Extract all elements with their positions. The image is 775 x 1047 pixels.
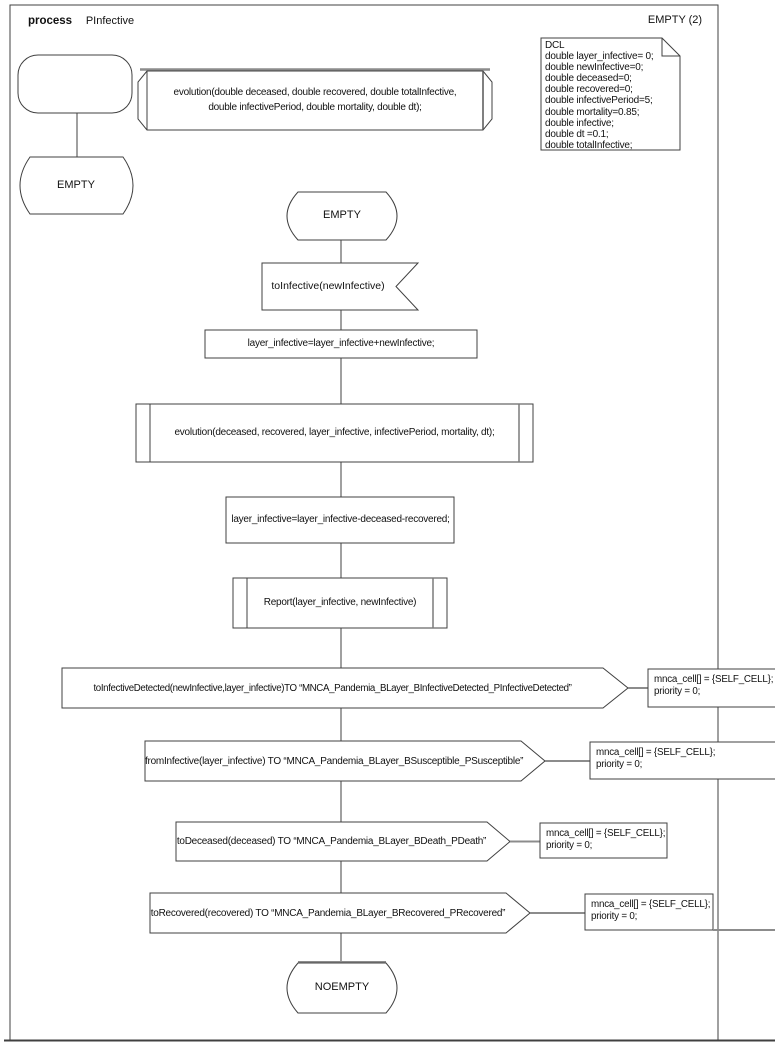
output-toinfectivedetected-label: toInfectiveDetected(newInfective,layer_infective)TO “MNCA_Pandemia_BLayer_BInfectiveDetected_PInfectiveDetected” xyxy=(93,683,572,694)
dcl-line: double infectivePeriod=5; xyxy=(545,95,653,107)
procedure-call-report-label: Report(layer_infective, newInfective) xyxy=(263,597,417,608)
output-torecovered-label: toRecovered(recovered) TO “MNCA_Pandemia_BLayer_BRecovered_PRecovered” xyxy=(150,908,506,919)
task-add-label: layer_infective=layer_infective+newInfective; xyxy=(247,338,435,349)
comment-line: mnca_cell[] = {SELF_CELL}; xyxy=(591,899,711,910)
dcl-line: double layer_infective= 0; xyxy=(545,51,654,63)
output-todeceased-label: toDeceased(deceased) TO “MNCA_Pandemia_BLayer_BDeath_PDeath” xyxy=(176,836,487,847)
state-noempty-label: NOEMPTY xyxy=(314,981,370,993)
comment-3-text xyxy=(546,828,665,853)
state-empty-main-label: EMPTY xyxy=(323,209,361,221)
declaration-line-2: double infectivePeriod, double mortality, double dt); xyxy=(208,101,422,113)
dcl-line: double totalInfective; xyxy=(545,139,633,151)
page-label: EMPTY (2) xyxy=(647,14,703,26)
comment-line: priority = 0; xyxy=(596,759,643,771)
comment-line: priority = 0; xyxy=(654,686,701,698)
start-symbol[interactable] xyxy=(18,55,132,113)
comment-1-text xyxy=(654,674,773,699)
comment-line: mnca_cell[] = {SELF_CELL}; xyxy=(654,674,774,685)
comment-line: priority = 0; xyxy=(591,911,638,923)
task-subtract-label: layer_infective=layer_infective-deceased-recovered; xyxy=(231,514,450,525)
dcl-line: double dt =0.1; xyxy=(545,128,609,140)
procedure-call-evolution-label: evolution(deceased, recovered, layer_infective, infectivePeriod, mortality, dt); xyxy=(174,427,495,438)
process-name-label: PInfective xyxy=(85,15,135,27)
process-kind-label: process xyxy=(27,15,73,27)
comment-2-text xyxy=(596,747,715,772)
comment-line: priority = 0; xyxy=(546,840,593,852)
comment-4-text xyxy=(591,899,710,924)
dcl-text xyxy=(545,40,677,151)
procedure-declaration-label xyxy=(140,86,490,115)
state-empty-start-label: EMPTY xyxy=(57,179,95,191)
dcl-line: double mortality=0.85; xyxy=(545,106,640,118)
dcl-line: DCL xyxy=(545,40,565,51)
dcl-line: double deceased=0; xyxy=(545,73,632,85)
declaration-line-1: evolution(double deceased, double recovered, double totalInfective, xyxy=(173,87,457,98)
output-frominfective-label: fromInfective(layer_infective) TO “MNCA_Pandemia_BLayer_BSusceptible_PSusceptible” xyxy=(145,756,524,767)
input-signal-label: toInfective(newInfective) xyxy=(271,280,385,292)
dcl-line: double newInfective=0; xyxy=(545,62,644,74)
comment-line: mnca_cell[] = {SELF_CELL}; xyxy=(546,828,666,839)
dcl-line: double infective; xyxy=(545,117,614,129)
comment-line: mnca_cell[] = {SELF_CELL}; xyxy=(596,747,716,758)
dcl-line: double recovered=0; xyxy=(545,84,633,96)
